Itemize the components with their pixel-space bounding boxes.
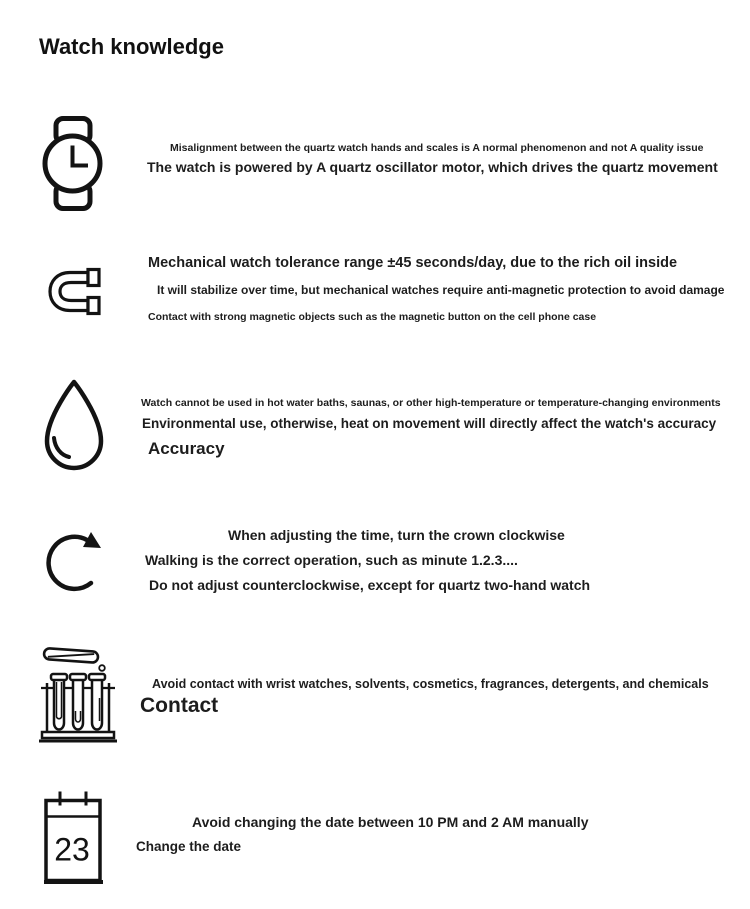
- magnet-line-1: Mechanical watch tolerance range ±45 seconds/day, due to the rich oil inside: [148, 255, 678, 271]
- test-tubes-icon: [38, 643, 118, 745]
- chemical-line-1: Avoid contact with wrist watches, solvents, cosmetics, fragrances, detergents, and chemicals: [152, 677, 709, 691]
- calendar-icon: [43, 789, 103, 884]
- magnet-icon: [45, 263, 103, 320]
- crown-line-1: When adjusting the time, turn the crown clockwise: [228, 527, 565, 543]
- chemical-line-2: Contact: [140, 694, 219, 717]
- magnet-line-2: It will stabilize over time, but mechanical watches require anti-magnetic protection to avoid damage: [157, 283, 725, 297]
- calendar-day-number: 23: [54, 831, 90, 868]
- temperature-line-2: Environmental use, otherwise, heat on movement will directly affect the watch's accuracy: [142, 416, 717, 431]
- water-drop-icon: [42, 378, 106, 474]
- temperature-line-1: Watch cannot be used in hot water baths, saunas, or other high-temperature or temperature-changing environments: [141, 397, 721, 409]
- crown-line-3: Do not adjust counterclockwise, except for quartz two-hand watch: [149, 577, 591, 593]
- crown-line-2: Walking is the correct operation, such as minute 1.2.3....: [145, 552, 518, 568]
- date-line-2: Change the date: [136, 839, 242, 854]
- date-line-1: Avoid changing the date between 10 PM and 2 AM manually: [192, 814, 589, 830]
- temperature-line-3: Accuracy: [148, 439, 225, 458]
- watch-icon: [42, 115, 103, 212]
- quartz-line-1: Misalignment between the quartz watch hands and scales is A normal phenomenon and not A quality issue: [170, 142, 704, 154]
- quartz-line-2: The watch is powered by A quartz oscillator motor, which drives the quartz movement: [147, 159, 718, 175]
- magnet-line-3: Contact with strong magnetic objects such as the magnetic button on the cell phone case: [148, 311, 597, 323]
- clockwise-arrow-icon: [46, 521, 102, 597]
- page-title: Watch knowledge: [39, 34, 224, 59]
